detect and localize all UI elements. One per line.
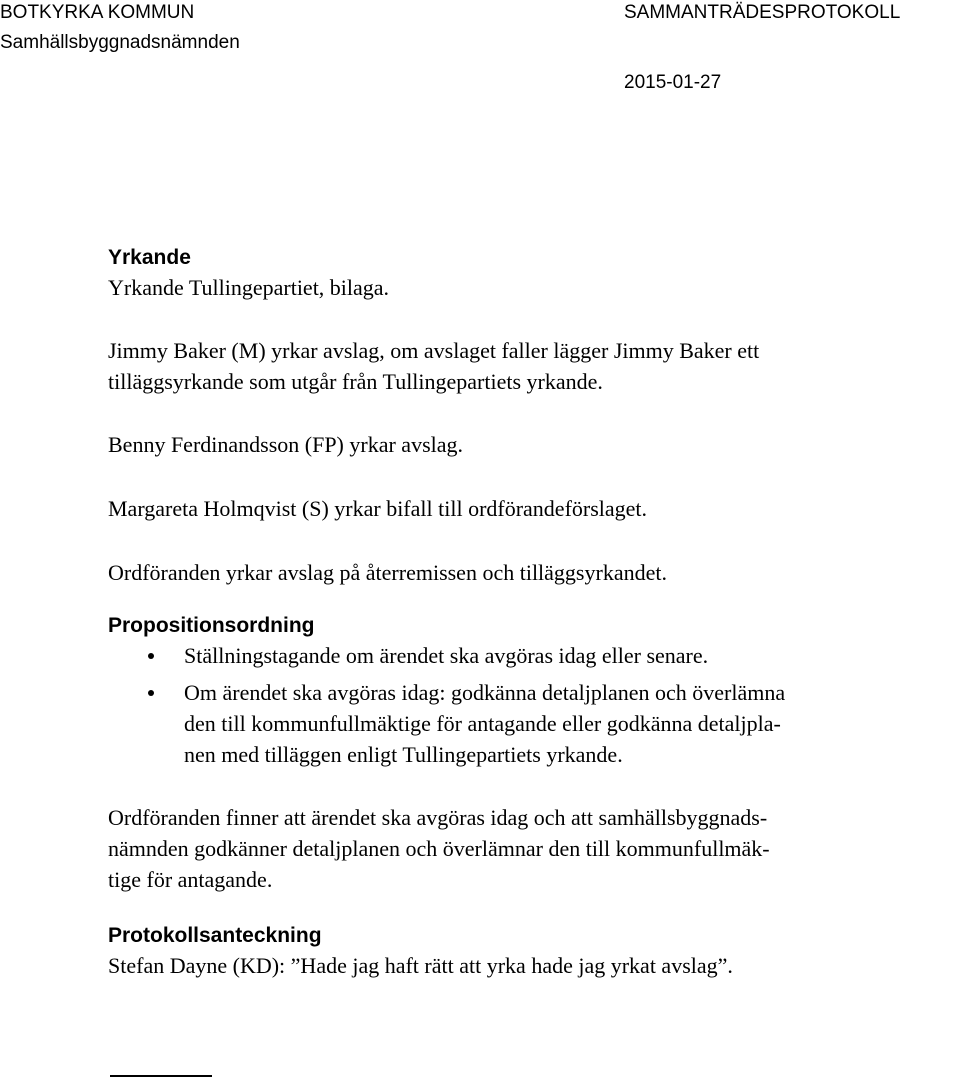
protokollsanteckning-text: Stefan Dayne (KD): ”Hade jag haft rätt att yrka hade jag yrkat avslag”. <box>108 953 733 978</box>
document-body <box>108 244 960 981</box>
list-item <box>108 677 960 770</box>
yrkande-intro: Yrkande Tullingepartiet, bilaga. <box>108 275 390 300</box>
signature-line <box>110 1075 212 1077</box>
decision-paragraph <box>108 802 960 895</box>
text-line: Ordföranden finner att ärendet ska avgöras idag och att samhällsbyggnads- <box>108 805 768 830</box>
yrkande-heading: Yrkande <box>108 246 191 269</box>
committee-name: Samhällsbyggnadsnämnden <box>0 32 240 53</box>
text-line: tilläggsyrkande som utgår från Tullingepartiets yrkande. <box>108 369 603 394</box>
list-item <box>108 640 960 671</box>
protokollsanteckning-heading: Protokollsanteckning <box>108 924 322 947</box>
text-line: nen med tilläggen enligt Tullingepartiets yrkande. <box>184 742 623 767</box>
ferdinandsson-paragraph: Benny Ferdinandsson (FP) yrkar avslag. <box>108 432 464 457</box>
holmqvist-paragraph: Margareta Holmqvist (S) yrkar bifall till ordförandeförslaget. <box>108 496 648 521</box>
text-line: Om ärendet ska avgöras idag: godkänna detaljplanen och överlämna <box>184 680 786 705</box>
text-line: Jimmy Baker (M) yrkar avslag, om avslaget faller lägger Jimmy Baker ett <box>108 338 760 363</box>
meeting-date: 2015-01-27 <box>624 72 722 93</box>
ordforanden-paragraph: Ordföranden yrkar avslag på återremissen och tilläggsyrkandet. <box>108 560 667 585</box>
bullet-icon <box>148 653 154 659</box>
text-line: den till kommunfullmäktige för antagande eller godkänna detaljpla- <box>184 711 781 736</box>
bullet-icon <box>148 690 154 696</box>
org-name: BOTKYRKA KOMMUN <box>0 2 195 23</box>
text-line: nämnden godkänner detaljplanen och överlämnar den till kommunfullmäk- <box>108 836 770 861</box>
document-type: SAMMANTRÄDESPROTOKOLL <box>624 2 901 23</box>
baker-paragraph <box>108 335 960 397</box>
bullet-list <box>108 640 960 770</box>
text-line: tige för antagande. <box>108 867 273 892</box>
text-line: Ställningstagande om ärendet ska avgöras idag eller senare. <box>184 643 709 668</box>
propositionsordning-heading: Propositionsordning <box>108 614 315 637</box>
